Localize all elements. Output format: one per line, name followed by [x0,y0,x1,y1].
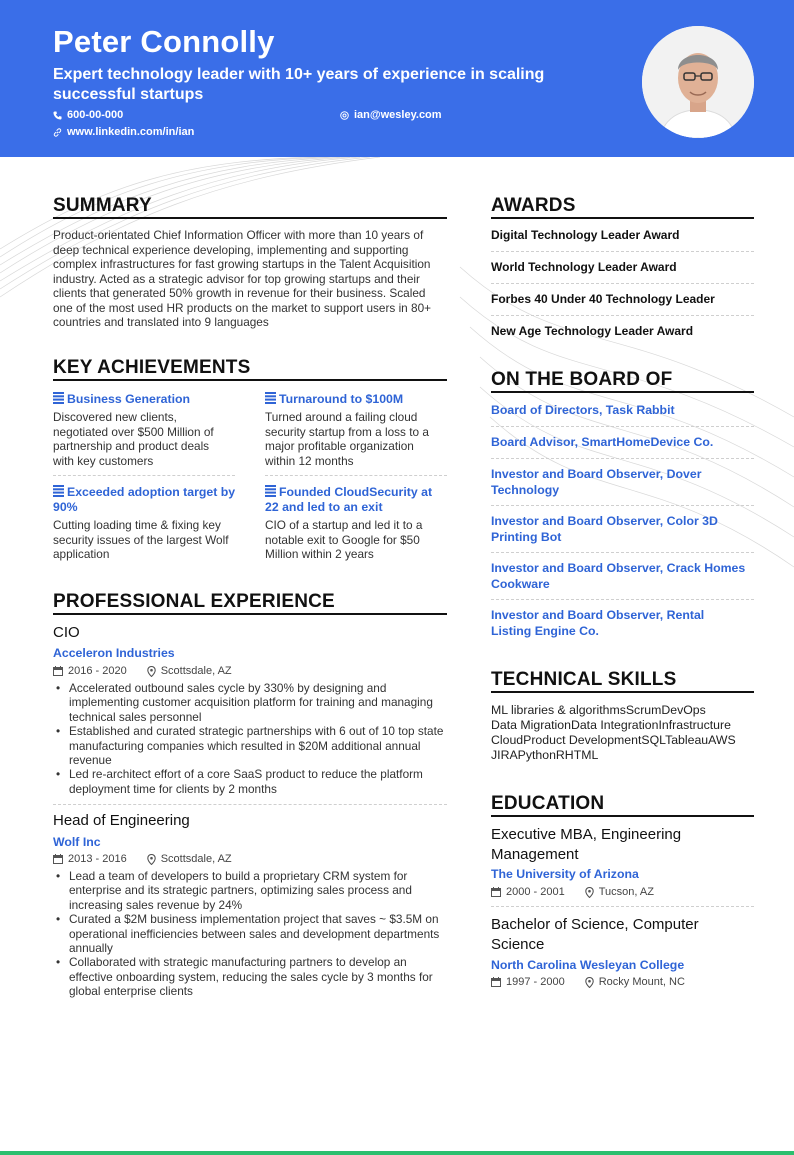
awards-heading: AWARDS [491,195,576,216]
flag-icon [53,485,64,497]
education-divider [491,815,754,817]
calendar-icon [53,666,63,676]
board-heading: ON THE BOARD OF [491,369,673,390]
flag-icon [265,392,276,404]
award-separator [491,283,754,284]
achievement-title: Business Generation [53,392,243,407]
summary-divider [53,217,447,219]
resume-header [0,0,794,157]
award-item: Digital Technology Leader Award [491,228,680,242]
footer-accent-bar [0,1151,794,1155]
flag-icon [53,392,64,404]
education-location: Tucson, AZ [598,886,654,898]
education-meta [491,976,685,988]
achievement-title: Founded CloudSecurity at 22 and led to an exit [265,485,433,514]
calendar-icon [491,887,501,897]
skills-list [491,703,761,763]
linkedin-url: www.linkedin.com/in/ian [67,126,195,138]
achievement-title: Turnaround to $100M [265,392,447,407]
linkedin-contact[interactable] [53,126,194,138]
job-bullets [53,681,449,796]
job-bullet: • Led re-architect effort of a core SaaS product to reduce the platform deployment time for clients by 2 months [53,767,449,796]
flag-icon [265,485,276,497]
job-company: Acceleron Industries [53,646,175,660]
award-separator [491,251,754,252]
link-icon [53,128,62,137]
job-location: Scottsdale, AZ [160,665,232,677]
calendar-icon [491,977,501,987]
board-item: Investor and Board Observer, Color 3D Printing Bot [491,514,718,544]
education-meta [491,886,654,898]
board-separator [491,458,754,459]
at-sign-icon [340,111,349,120]
education-separator [491,906,754,907]
job-dates: 2013 - 2016 [68,853,127,865]
job-bullet: • Collaborated with strategic manufacturing partners to develop an effective onboarding system, reducing the sales cycle by 3 months for global enterprise clients [53,955,449,998]
job-meta [53,853,232,865]
achievement-text: Discovered new clients, negotiated over $500 Million of partnership and product deals with key customers [53,410,214,468]
board-item: Investor and Board Observer, Rental Listing Engine Co. [491,608,705,638]
location-pin-icon [585,887,594,898]
board-separator [491,552,754,553]
education-dates: 1997 - 2000 [506,976,565,988]
achievement-text: Turned around a failing cloud security startup from a loss to a major profitable organization within 12 months [265,410,429,468]
job-dates: 2016 - 2020 [68,665,127,677]
email-address: ian@wesley.com [354,109,442,121]
skills-heading: TECHNICAL SKILLS [491,669,677,690]
board-separator [491,599,754,600]
location-pin-icon [147,854,156,865]
job-role: Head of Engineering [53,812,190,829]
summary-text: Product-orientated Chief Information Officer with more than 10 years of deep technical experience developing, implementing and supporting complex infrastructures for fast growing startups in the Talent Acquisition industry. Acted as a strategic advisor for top growing startups and their clients that generated 50% growth in revenue for their business. Scaled one of the most used HR products on the market to support users in 80+ countries and translated into 9 languages [53,228,432,329]
profile-photo [642,26,754,138]
education-heading: EDUCATION [491,793,605,814]
phone-icon [53,111,62,120]
location-pin-icon [585,977,594,988]
achievement-separator [53,475,235,476]
board-separator [491,426,754,427]
school-name: North Carolina Wesleyan College [491,958,685,972]
achievement-text: CIO of a startup and led it to a notable exit to Google for $50 Million within 2 years [265,518,423,561]
award-separator [491,315,754,316]
job-bullet: • Curated a $2M business implementation project that saves ~ $3.5M on operational inefficiencies between sales and development departments annually [53,912,449,955]
education-dates: 2000 - 2001 [506,886,565,898]
job-location: Scottsdale, AZ [160,853,232,865]
board-item: Board Advisor, SmartHomeDevice Co. [491,435,714,449]
degree-title: Executive MBA, Engineering Management [491,826,682,863]
calendar-icon [53,854,63,864]
education-location: Rocky Mount, NC [598,976,685,988]
award-item: Forbes 40 Under 40 Technology Leader [491,292,715,306]
skills-line: Data MigrationData IntegrationInfrastructure [491,718,731,732]
phone-contact[interactable] [53,109,123,121]
school-name: The University of Arizona [491,867,639,881]
achievement-separator [265,475,447,476]
job-bullet: • Lead a team of developers to build a proprietary CRM system for enterprise and its strategic partners, optimizing sales process and increasing sales revenue by 24% [53,869,449,912]
board-item: Investor and Board Observer, Dover Technology [491,467,702,497]
candidate-tagline: Expert technology leader with 10+ years of experience in scaling successful startups [53,66,545,103]
summary-heading: SUMMARY [53,195,152,216]
experience-heading: PROFESSIONAL EXPERIENCE [53,591,335,612]
skills-line: JIRAPythonRHTML [491,748,599,762]
degree-title: Bachelor of Science, Computer Science [491,916,699,953]
board-item: Investor and Board Observer, Crack Homes Cookware [491,561,746,591]
email-contact[interactable] [340,109,442,121]
job-bullet: • Accelerated outbound sales cycle by 330% by designing and implementing customer acquisition platform for training and managing technical sales personnel [53,681,449,724]
job-bullet: • Established and curated strategic partnerships with 6 out of 10 top state manufacturing companies which resulted in $20M additional annual revenue [53,724,449,767]
board-divider [491,391,754,393]
experience-divider [53,613,447,615]
skills-divider [491,691,754,693]
job-separator [53,804,447,805]
board-item: Board of Directors, Task Rabbit [491,403,675,417]
job-meta [53,665,232,677]
awards-divider [491,217,754,219]
achievement-title: Exceeded adoption target by 90% [53,485,236,514]
skills-line: ML libraries & algorithmsScrumDevOps [491,703,706,717]
location-pin-icon [147,666,156,677]
portrait-image [642,26,754,138]
award-item: World Technology Leader Award [491,260,677,274]
achievements-divider [53,379,447,381]
board-separator [491,505,754,506]
candidate-name: Peter Connolly [53,24,275,59]
achievement-text: Cutting loading time & fixing key security issues of the largest Wolf application [53,518,229,561]
job-bullets [53,869,449,999]
skills-line: CloudProduct DevelopmentSQLTableauAWS [491,733,736,747]
job-role: CIO [53,624,80,641]
achievements-heading: KEY ACHIEVEMENTS [53,357,251,378]
job-company: Wolf Inc [53,835,101,849]
award-item: New Age Technology Leader Award [491,324,694,338]
phone-number: 600-00-000 [67,109,124,121]
